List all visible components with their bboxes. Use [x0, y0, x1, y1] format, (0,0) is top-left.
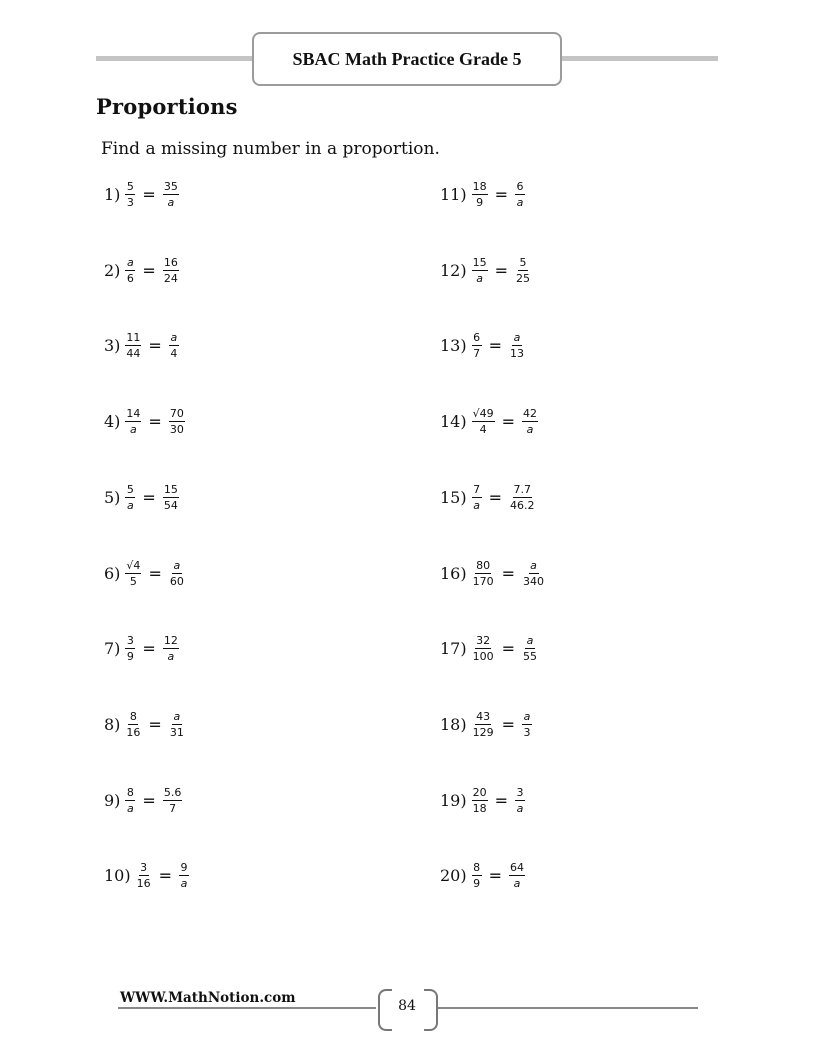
denominator: 9: [126, 649, 134, 663]
equals-sign: =: [488, 487, 503, 507]
fraction: [123, 634, 137, 663]
problem-number: 16): [440, 563, 467, 583]
problem-number: 3): [104, 335, 121, 355]
instructions: Find a missing number in a proportion.: [101, 139, 440, 159]
numerator: a: [513, 330, 521, 344]
problem-number: 9): [104, 790, 121, 810]
equals-sign: =: [148, 335, 162, 355]
numerator: 3: [126, 633, 134, 647]
denominator: a: [130, 422, 137, 436]
denominator: a: [473, 498, 480, 512]
section-title: Proportions: [96, 94, 238, 119]
equals-sign: =: [501, 714, 516, 734]
problem-item: [104, 325, 181, 365]
equals-sign: =: [158, 865, 173, 885]
problem-item: [440, 553, 547, 593]
numerator: 12: [163, 633, 178, 647]
fraction: [470, 861, 484, 890]
fraction: [123, 407, 143, 436]
numerator: 80: [476, 558, 491, 572]
numerator: 5: [519, 255, 527, 269]
footer-brace-right: [424, 989, 438, 1031]
problem-item: [440, 401, 540, 441]
denominator: 16: [136, 876, 151, 890]
numerator: a: [173, 709, 181, 723]
denominator: 3: [523, 725, 531, 739]
equals-sign: =: [142, 260, 156, 280]
numerator: a: [127, 255, 134, 269]
numerator: 42: [523, 406, 538, 420]
fraction: [470, 407, 497, 436]
numerator: 15: [163, 482, 178, 496]
denominator: 18: [472, 801, 487, 815]
equals-sign: =: [501, 563, 516, 583]
problem-item: [104, 704, 187, 744]
fraction: [123, 331, 143, 360]
numerator: a: [170, 330, 178, 344]
equals-sign: =: [501, 638, 516, 658]
footer-website: WWW.MathNotion.com: [120, 990, 296, 1006]
problem-number: 14): [440, 411, 467, 431]
numerator: 15: [472, 255, 487, 269]
problem-number: 18): [440, 714, 467, 734]
header-rule-left: [96, 56, 252, 61]
fraction: [167, 331, 181, 360]
equals-sign: =: [142, 184, 156, 204]
denominator: a: [167, 195, 175, 209]
fraction: [513, 256, 533, 285]
problem-item: [104, 855, 191, 895]
fraction: [167, 407, 187, 436]
numerator: a: [526, 633, 534, 647]
denominator: 9: [476, 195, 484, 209]
problem-item: [440, 855, 527, 895]
fraction: [470, 331, 484, 360]
equals-sign: =: [148, 411, 162, 431]
problem-item: [440, 704, 534, 744]
numerator: √4: [126, 558, 141, 572]
fraction: [123, 786, 137, 815]
page-number: 84: [398, 998, 416, 1014]
denominator: 129: [472, 725, 494, 739]
numerator: 20: [472, 785, 487, 799]
problem-item: [440, 477, 538, 517]
fraction: [161, 256, 181, 285]
fraction: [123, 483, 137, 512]
denominator: 340: [523, 574, 545, 588]
problem-item: [104, 250, 181, 290]
denominator: 4: [479, 422, 487, 436]
fraction: [470, 483, 484, 512]
equals-sign: =: [142, 638, 156, 658]
problem-number: 6): [104, 563, 121, 583]
fraction: [470, 256, 490, 285]
numerator: 3: [516, 785, 524, 799]
numerator: a: [523, 709, 531, 723]
denominator: a: [127, 801, 134, 815]
denominator: 31: [169, 725, 184, 739]
denominator: 100: [472, 649, 494, 663]
problem-item: [104, 780, 184, 820]
equals-sign: =: [494, 790, 509, 810]
fraction: [520, 559, 547, 588]
denominator: 3: [126, 195, 134, 209]
denominator: 6: [126, 271, 134, 285]
numerator: a: [173, 558, 181, 572]
equals-sign: =: [148, 714, 162, 734]
equals-sign: =: [501, 411, 516, 431]
denominator: a: [516, 195, 524, 209]
equals-sign: =: [142, 487, 156, 507]
numerator: 5: [126, 179, 134, 193]
numerator: 8: [473, 860, 481, 874]
denominator: a: [180, 876, 188, 890]
fraction: [470, 786, 490, 815]
fraction: [123, 256, 137, 285]
denominator: 9: [473, 876, 481, 890]
fraction: [161, 786, 185, 815]
problem-item: [440, 628, 540, 668]
denominator: 24: [163, 271, 178, 285]
problem-item: [104, 628, 181, 668]
fraction: [161, 483, 181, 512]
denominator: 30: [169, 422, 184, 436]
denominator: a: [516, 801, 524, 815]
equals-sign: =: [494, 184, 509, 204]
problem-number: 4): [104, 411, 121, 431]
denominator: a: [513, 876, 521, 890]
problem-number: 11): [440, 184, 467, 204]
fraction: [513, 786, 527, 815]
numerator: 32: [476, 633, 491, 647]
denominator: 46.2: [510, 498, 535, 512]
numerator: 9: [180, 860, 188, 874]
numerator: √49: [472, 406, 494, 420]
numerator: 16: [163, 255, 178, 269]
header-rule-right: [562, 56, 718, 61]
denominator: 44: [126, 346, 141, 360]
numerator: 11: [126, 330, 141, 344]
numerator: 35: [163, 179, 178, 193]
denominator: a: [167, 649, 175, 663]
numerator: 64: [510, 860, 525, 874]
numerator: 14: [126, 406, 141, 420]
fraction: [470, 710, 497, 739]
numerator: 7.7: [513, 482, 532, 496]
fraction: [507, 861, 527, 890]
denominator: 4: [170, 346, 178, 360]
fraction: [123, 710, 143, 739]
problem-number: 8): [104, 714, 121, 734]
numerator: 6: [473, 330, 481, 344]
problem-item: [440, 174, 527, 214]
denominator: 16: [126, 725, 141, 739]
problem-number: 12): [440, 260, 467, 280]
equals-sign: =: [148, 563, 162, 583]
numerator: 18: [472, 179, 487, 193]
fraction: [520, 634, 540, 663]
denominator: a: [526, 422, 534, 436]
numerator: 8: [126, 785, 134, 799]
fraction: [513, 180, 527, 209]
denominator: 7: [169, 801, 177, 815]
problem-item: [440, 325, 527, 365]
numerator: 7: [473, 482, 481, 496]
fraction: [507, 483, 538, 512]
footer-rule-left: [118, 1007, 376, 1009]
numerator: a: [530, 558, 537, 572]
denominator: 170: [472, 574, 494, 588]
denominator: 55: [523, 649, 538, 663]
problem-number: 7): [104, 638, 121, 658]
problem-number: 5): [104, 487, 121, 507]
fraction: [470, 559, 497, 588]
equals-sign: =: [488, 335, 503, 355]
footer-rule-right: [438, 1007, 698, 1009]
problem-number: 13): [440, 335, 467, 355]
fraction: [470, 634, 497, 663]
numerator: 5: [126, 482, 134, 496]
denominator: 60: [169, 574, 184, 588]
problem-item: [440, 780, 527, 820]
problem-number: 17): [440, 638, 467, 658]
equals-sign: =: [142, 790, 156, 810]
problem-item: [104, 174, 181, 214]
numerator: 5.6: [163, 785, 182, 799]
problem-item: [104, 477, 181, 517]
numerator: 3: [140, 860, 148, 874]
denominator: 7: [473, 346, 481, 360]
fraction: [470, 180, 490, 209]
problem-number: 15): [440, 487, 467, 507]
fraction: [123, 180, 137, 209]
fraction: [161, 634, 181, 663]
fraction: [520, 407, 540, 436]
problem-number: 2): [104, 260, 121, 280]
equals-sign: =: [494, 260, 509, 280]
numerator: 6: [516, 179, 524, 193]
denominator: a: [127, 498, 134, 512]
problem-number: 19): [440, 790, 467, 810]
denominator: a: [476, 271, 483, 285]
problem-item: [440, 250, 533, 290]
problem-item: [104, 553, 187, 593]
fraction: [167, 710, 187, 739]
denominator: 5: [129, 574, 137, 588]
problem-item: [104, 401, 187, 441]
equals-sign: =: [488, 865, 503, 885]
denominator: 54: [163, 498, 178, 512]
fraction: [134, 861, 154, 890]
fraction: [177, 861, 191, 890]
fraction: [520, 710, 534, 739]
fraction: [167, 559, 187, 588]
fraction: [507, 331, 527, 360]
denominator: 25: [516, 271, 531, 285]
problem-number: 1): [104, 184, 121, 204]
fraction: [161, 180, 181, 209]
header-title: SBAC Math Practice Grade 5: [252, 32, 562, 86]
fraction: [123, 559, 143, 588]
problem-number: 20): [440, 865, 467, 885]
denominator: 13: [510, 346, 525, 360]
numerator: 8: [129, 709, 137, 723]
problem-number: 10): [104, 865, 131, 885]
numerator: 70: [169, 406, 184, 420]
numerator: 43: [476, 709, 491, 723]
